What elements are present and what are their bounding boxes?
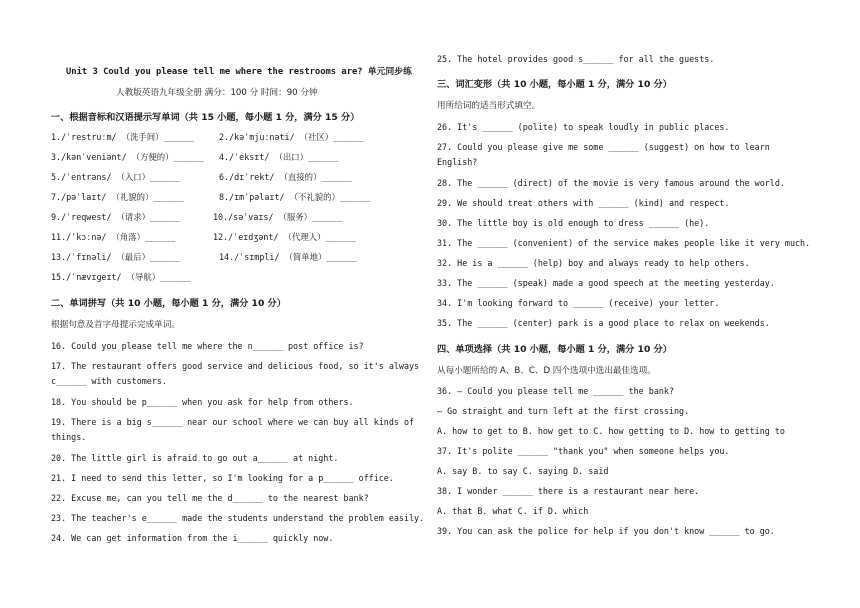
question-3: 3./kənˈveniənt/ （方便的）______: [51, 152, 204, 162]
question-31: 31. The ______ (convenient) of the service makes people like it very much.: [437, 238, 811, 248]
question-22: 22. Excuse me, can you tell me the d______ to the nearest bank?: [51, 493, 369, 503]
question-38: 38. I wonder ______ there is a restaurant near here.: [437, 486, 700, 496]
document-subtitle: 人教版英语九年级全册 满分：100 分 时间：90 分钟: [116, 88, 318, 98]
question-37: 37. It's polite ______ "thank you" when someone helps you.: [437, 446, 730, 456]
section3-heading: 三、词汇变形（共 10 小题，每小题 1 分，满分 10 分）: [437, 79, 672, 90]
section4-heading: 四、单项选择（共 10 小题，每小题 1 分，满分 10 分）: [437, 344, 672, 355]
question-12: 12./ˈeɪdʒənt/ （代理人）______: [213, 232, 356, 242]
question-23: 23. The teacher's e______ made the students understand the problem easily.: [51, 513, 425, 523]
question-27-cont: English?: [437, 157, 478, 167]
question-26: 26. It's ______ (polite) to speak loudly in public places.: [437, 122, 730, 132]
question-1: 1./ˈrestruːm/ （洗手间）______: [51, 132, 194, 142]
question-37-options: A. say B. to say C. saying D. said: [437, 466, 609, 476]
question-29: 29. We should treat others with ______ (kind) and respect.: [437, 198, 730, 208]
question-14: 14./ˈsɪmpli/ （简单地）______: [219, 252, 357, 262]
question-15: 15./ˈnævɪɡeɪt/ （导航）______: [51, 272, 191, 282]
question-17-cont: c______ with customers.: [51, 376, 167, 386]
question-32: 32. He is a ______ (help) boy and always ready to help others.: [437, 258, 750, 268]
document-title: Unit 3 Could you please tell me where the restrooms are? 单元同步练: [66, 67, 412, 77]
question-20: 20. The little girl is afraid to go out a______ at night.: [51, 453, 339, 463]
question-19-cont: things.: [51, 432, 87, 442]
question-30: 30. The little boy is old enough to dress ______ (he).: [437, 218, 710, 228]
question-16: 16. Could you please tell me where the n______ post office is?: [51, 341, 364, 351]
section1-heading: 一、根据音标和汉语提示写单词（共 15 小题，每小题 1 分，满分 15 分）: [51, 112, 360, 123]
question-17: 17. The restaurant offers good service and delicious food, so it's always: [51, 361, 420, 371]
section2-instruction: 根据句意及首字母提示完成单词。: [51, 320, 180, 330]
question-4: 4./ˈeksɪt/ （出口）______: [219, 152, 339, 162]
question-36-options: A. how to get to B. how get to C. how getting to D. how to getting to: [437, 426, 785, 436]
question-24: 24. We can get information from the i______ quickly now.: [51, 533, 334, 543]
question-9: 9./ˈreqwest/ （请求）______: [51, 212, 181, 222]
question-28: 28. The ______ (direct) of the movie is very famous around the world.: [437, 178, 785, 188]
question-25: 25. The hotel provides good s______ for all the guests.: [437, 54, 715, 64]
question-38-options: A. that B. what C. if D. which: [437, 506, 589, 516]
section3-instruction: 用所给词的适当形式填空。: [437, 101, 541, 111]
question-13: 13./ˈfɪnəli/ （最后）______: [51, 252, 181, 262]
question-36: 36. — Could you please tell me ______ the bank?: [437, 386, 674, 396]
question-27: 27. Could you please give me some ______ (suggest) on how to learn: [437, 142, 770, 152]
section2-heading: 二、单词拼写（共 10 小题，每小题 1 分，满分 10 分）: [51, 298, 286, 309]
question-2: 2./kəˈmjuːnəti/ （社区）______: [219, 132, 364, 142]
question-33: 33. The ______ (speak) made a good speech at the meeting yesterday.: [437, 278, 775, 288]
question-39: 39. You can ask the police for help if you don't know ______ to go.: [437, 526, 775, 536]
section4-instruction: 从每小题所给的 A、B、C、D 四个选项中选出最佳选项。: [437, 366, 656, 376]
question-19: 19. There is a big s______ near our school where we can buy all kinds of: [51, 417, 415, 427]
question-11: 11./ˈkɔːnə/ （角落）______: [51, 232, 176, 242]
question-7: 7./pəˈlaɪt/ （礼貌的）______: [51, 192, 184, 202]
question-10: 10./səˈvaɪs/ （服务）______: [213, 212, 343, 222]
question-36-reply: — Go straight and turn left at the first crossing.: [437, 406, 690, 416]
question-18: 18. You should be p______ when you ask for help from others.: [51, 397, 354, 407]
question-21: 21. I need to send this letter, so I'm looking for a p______ office.: [51, 473, 394, 483]
question-34: 34. I'm looking forward to ______ (receive) your letter.: [437, 298, 720, 308]
question-5: 5./ˈentrəns/ （入口）______: [51, 172, 181, 182]
question-35: 35. The ______ (center) park is a good place to relax on weekends.: [437, 318, 770, 328]
question-6: 6./dɪˈrekt/ （直接的）______: [219, 172, 352, 182]
question-8: 8./ɪmˈpəlaɪt/ （不礼貌的）______: [219, 192, 371, 202]
